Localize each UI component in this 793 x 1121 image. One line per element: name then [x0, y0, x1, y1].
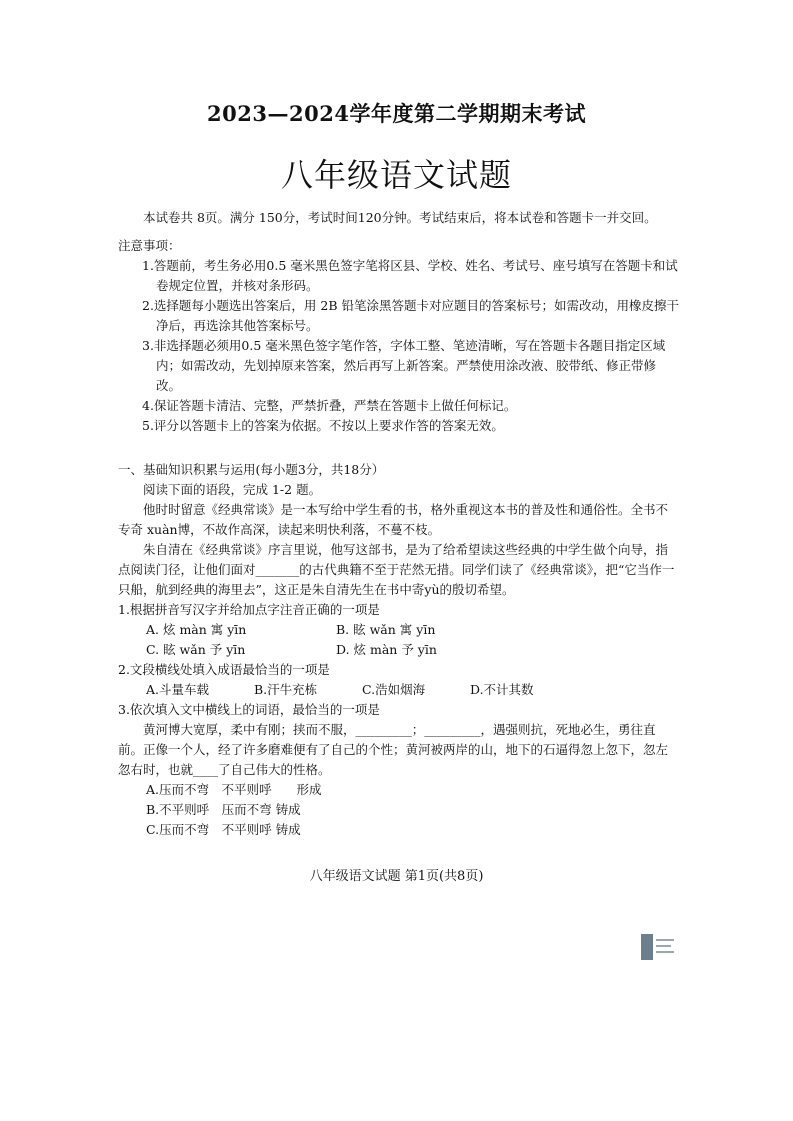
q1-option-b: B. 眩 wǎn 寓 yīn [336, 622, 436, 637]
q1-option-d: D. 炫 màn 予 yīn [336, 642, 437, 657]
q2-option-a: A.斗量车载 [146, 682, 210, 697]
note-item-2: 2.选择题每小题选出答案后，用 2B 铅笔涂黑答题卡对应题目的答案标号；如需改动，用橡皮擦干净后，再选涂其他答案标号。 [142, 298, 680, 333]
exam-title: 2023—2024学年度第二学期期末考试 [207, 101, 586, 126]
notes-heading: 注意事项： [118, 238, 181, 253]
q1-option-c: C. 眩 wǎn 予 yīn [146, 642, 246, 657]
note-item-1: 1.答题前，考生务必用0.5 毫米黑色签字笔将区县、学校、姓名、考试号、座号填写在答题卡和试卷规定位置，并核对条形码。 [142, 258, 678, 293]
q1-options-row-2 [118, 640, 680, 660]
page-footer: 八年级语文试题 第1页(共8页) [309, 869, 484, 884]
q3-option-c: C.压而不弯 不平则呼 铸成 [146, 822, 301, 837]
passage-paragraph-2: 朱自清在《经典常谈》序言里说，他写这部书，是为了给希望读这些经典的中学生做个向导，指点阅读门径，让他们面对_______的古代典籍不至于茫然无措。同学们读了《经典常谈》，把“它当作一只船，航到经典的海里去”，这正是朱自清先生在书中寄yù的殷切希望。 [118, 542, 675, 597]
exam-body [118, 208, 680, 840]
logo-line-2 [656, 945, 671, 947]
q3-option-b: B.不平则呼 压而不弯 铸成 [146, 802, 301, 817]
watermark-logo [638, 930, 678, 966]
q2-stem: 2.文段横线处填入成语最恰当的一项是 [118, 662, 330, 677]
intro-paragraph: 本试卷共 8页。满分 150分，考试时间120分钟。考试结束后，将本试卷和答题卡一并交回。 [143, 210, 657, 225]
note-item-3: 3.非选择题必须用0.5 毫米黑色签字笔作答，字体工整、笔迹清晰，写在答题卡各题目指定区域内；如需改动，先划掉原来答案，然后再写上新答案。严禁使用涂改液、胶带纸、修正带修改。 [142, 338, 666, 393]
section1-heading: 一、基础知识积累与运用(每小题3分，共18分） [118, 462, 385, 477]
q2-option-c: C.浩如烟海 [362, 682, 426, 697]
q3-stem: 3.依次填入文中横线上的词语，最恰当的一项是 [118, 702, 380, 717]
q3-passage: 黄河博大宽厚，柔中有刚；挟而不服，_________；_________，遇强则抗，死地必生，勇往直前。正像一个人，经了许多磨难便有了自己的个性；黄河被两岸的山，地下的石逼得忽上忽下，忽左忽右时，也就____了自己伟大的性格。 [118, 722, 669, 777]
note-item-4: 4.保证答题卡清洁、完整，严禁折叠，严禁在答题卡上做任何标记。 [142, 398, 517, 413]
subject-title: 八年级语文试题 [280, 156, 512, 194]
q2-option-d: D.不计其数 [470, 682, 534, 697]
logo-block [641, 934, 653, 960]
q1-options-row-1 [118, 620, 680, 640]
q2-option-b: B.汗牛充栋 [254, 682, 318, 697]
logo-line-3 [656, 951, 674, 953]
q2-options-row [118, 680, 680, 700]
q1-stem: 1.根据拼音写汉字并给加点字注音正确的一项是 [118, 602, 380, 617]
logo-line-1 [656, 939, 674, 941]
passage-paragraph-1: 他时时留意《经典常谈》是一本写给中学生看的书，格外重视这本书的普及性和通俗性。全书不专奇 xuàn博，不故作高深，读起来明快利落，不蔓不枝。 [118, 502, 669, 537]
note-item-5: 5.评分以答题卡上的答案为依据。不按以上要求作答的答案无效。 [142, 418, 504, 433]
q1-option-a: A. 炫 màn 寓 yīn [146, 622, 247, 637]
q3-option-a: A.压而不弯 不平则呼 形成 [146, 782, 322, 797]
section1-instruction: 阅读下面的语段，完成 1-2 题。 [143, 482, 322, 497]
